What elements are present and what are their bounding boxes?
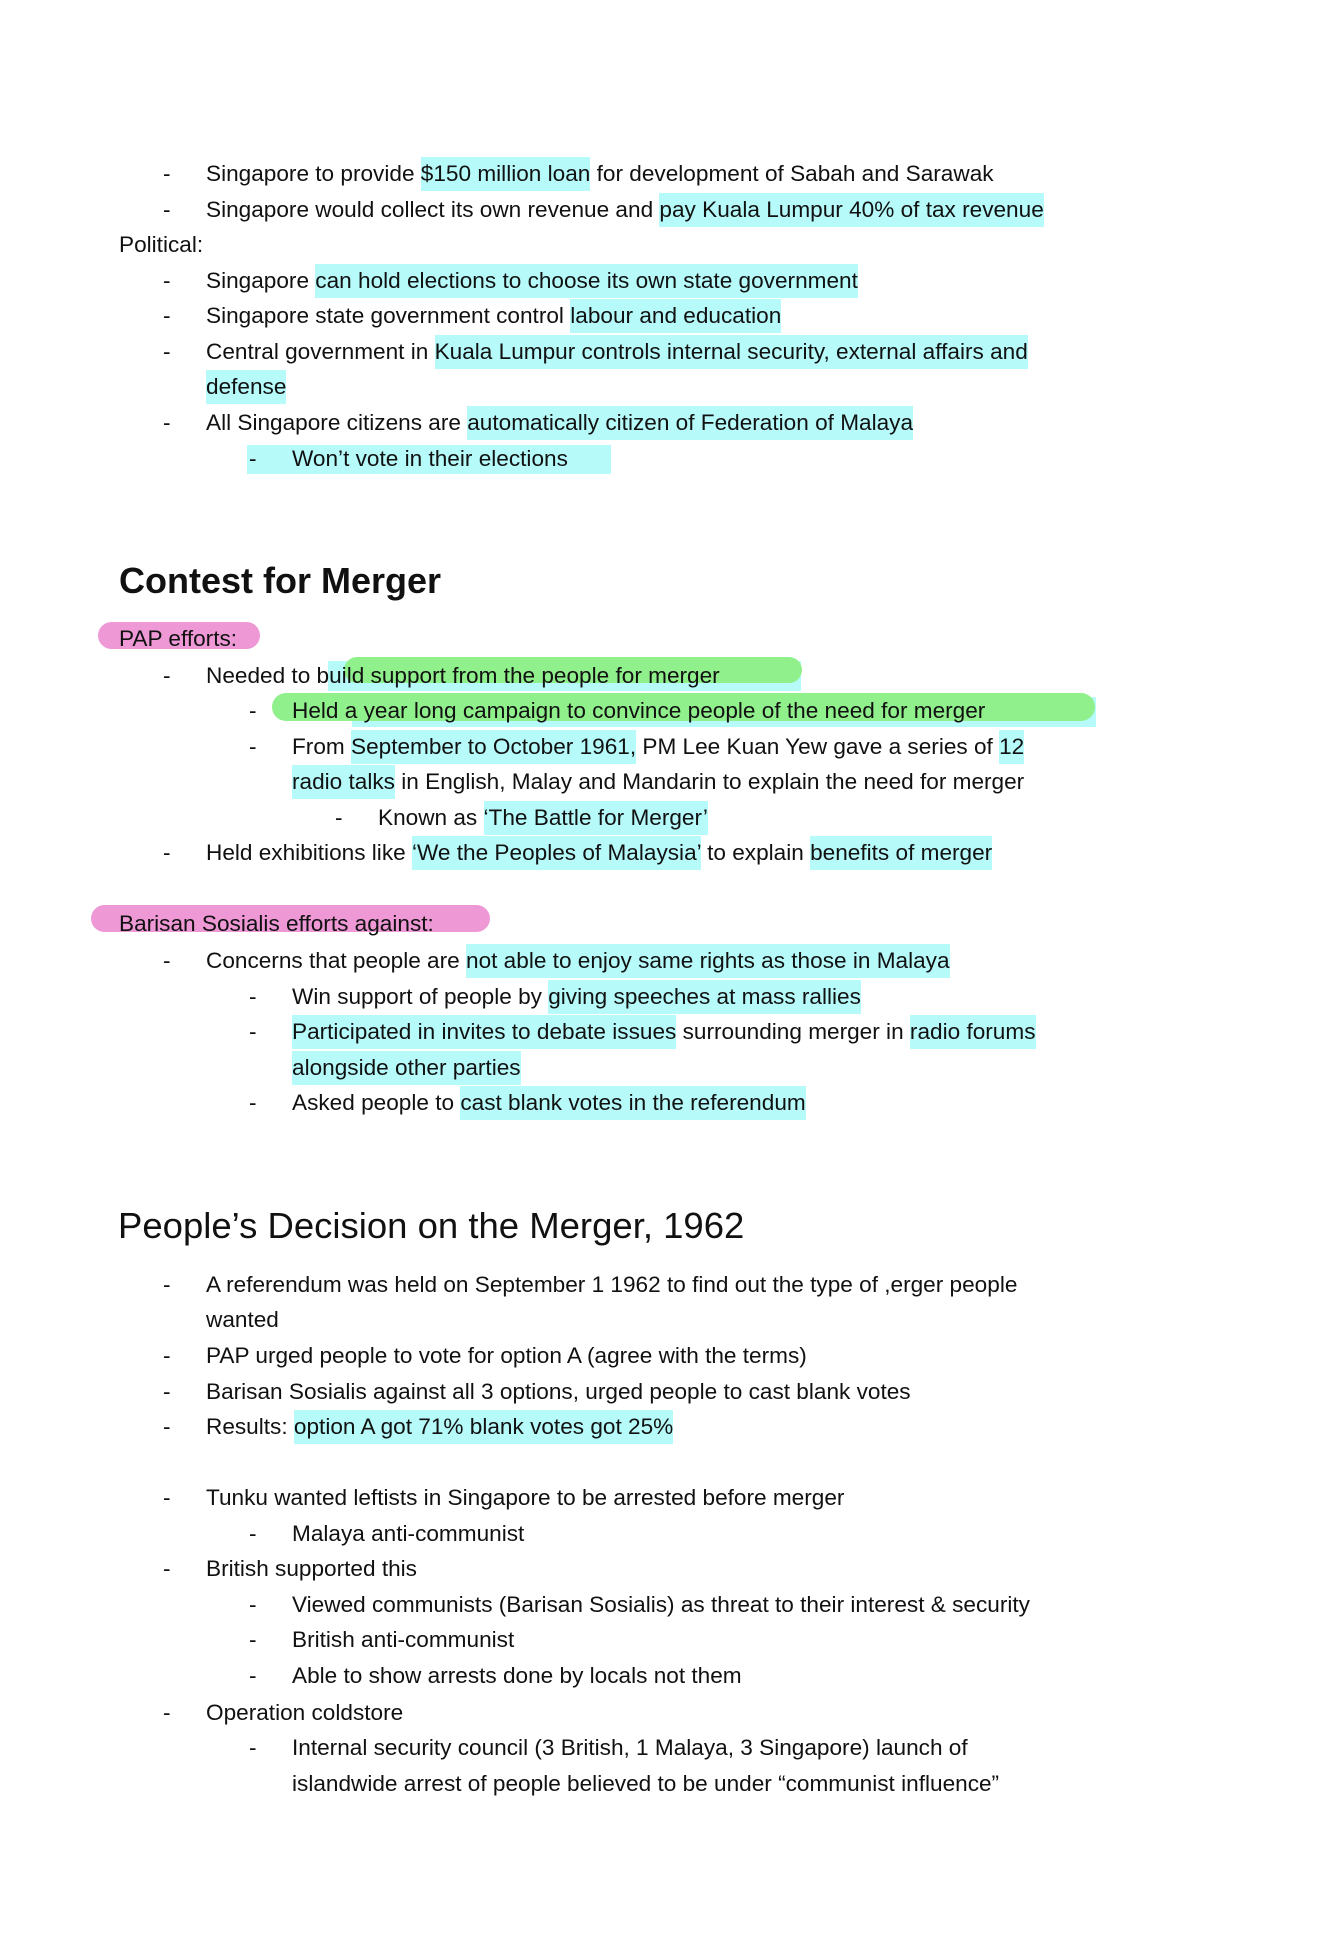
bullet-dash: - [163,339,171,364]
list-item [206,298,781,334]
bullet-dash: - [163,1700,171,1725]
bullet-dash: - [163,197,171,222]
list-item: British supported this [206,1556,417,1581]
sub-list-item: Viewed communists (Barisan Sosialis) as threat to their interest & security [292,1592,1030,1617]
sub-list-item: Internal security council (3 British, 1 Malaya, 3 Singapore) launch of [292,1735,968,1760]
highlight: radio forums [910,1015,1036,1049]
item-text: Singapore state government control [206,303,571,328]
bullet-dash: - [249,1019,257,1044]
highlight: automatically citizen of Federation of Malaya [467,406,913,440]
item-text: Singapore would collect its own revenue and [206,197,660,222]
bullet-dash: - [249,1592,257,1617]
sub-list-item: British anti-communist [292,1627,515,1652]
list-item [206,156,994,192]
list-item: PAP urged people to vote for option A (agree with the terms) [206,1343,807,1368]
bullet-dash: - [163,268,171,293]
bullet-dash: - [163,1343,171,1368]
item-text: to explain [700,840,811,865]
highlight: Kuala Lumpur controls internal security, external affairs and [435,335,1028,369]
item-text: PM Lee Kuan Yew gave a series of [636,734,1000,759]
highlight: pay Kuala Lumpur 40% of tax revenue [659,193,1043,227]
bullet-dash: - [163,1379,171,1404]
sub-list-item-continuation [292,764,1024,800]
list-item: A referendum was held on September 1 1962 to find out the type of ,erger people [206,1272,1018,1297]
list-item-continuation: wanted [206,1307,279,1332]
list-item [206,658,720,694]
item-text: Singapore [206,268,316,293]
bullet-dash: - [163,410,171,435]
sub-list-item: Malaya anti-communist [292,1521,525,1546]
list-item [206,835,992,871]
highlight: ‘The Battle for Merger’ [484,801,708,835]
section-title: People’s Decision on the Merger, 1962 [118,1205,745,1246]
highlight: not able to enjoy same rights as those in Malaya [466,944,950,978]
item-text: From [292,734,351,759]
pap-efforts-label: PAP efforts: [119,626,238,651]
item-text: Known as [378,805,484,830]
sub-list-item [292,1085,806,1121]
bullet-dash: - [163,161,171,186]
highlight: a year long campaign to convince people of the need for merger [344,698,986,723]
list-item [206,334,1028,370]
item-text: Singapore to provide [206,161,421,186]
highlight: defense [206,370,286,404]
bullet-dash: - [249,1090,257,1115]
highlight: build support from the people for merger [316,663,720,688]
item-text: Asked people to [292,1090,461,1115]
highlight: benefits of merger [810,836,992,870]
list-item-continuation [206,369,286,405]
highlight: can hold elections to choose its own state government [315,264,858,298]
bullet-dash: - [163,303,171,328]
item-text: Held exhibitions like [206,840,412,865]
sub-list-item: Won’t vote in their elections [292,446,568,471]
political-label: Political: [119,232,204,257]
highlight: $150 million loan [421,157,591,191]
highlight: radio talks [292,765,395,799]
section-title: Contest for Merger [119,560,442,601]
bullet-dash: - [249,1663,257,1688]
sub-sub-list-item [378,800,708,836]
item-text: Win support of people by [292,984,549,1009]
list-item [206,405,913,441]
highlight: option A got 71% blank votes got 25% [294,1410,673,1444]
item-text: surrounding merger in [676,1019,910,1044]
item-text: for development of Sabah and Sarawak [590,161,994,186]
sub-list-item [292,1014,1036,1050]
bullet-dash: - [249,1521,257,1546]
highlight: cast blank votes in the referendum [460,1086,805,1120]
sub-list-item: Able to show arrests done by locals not them [292,1663,742,1688]
list-item [206,1409,673,1445]
bullet-dash: - [249,446,257,471]
list-item [206,192,1044,228]
highlight: labour and education [570,299,781,333]
bullet-dash: - [163,1485,171,1510]
item-text: Results: [206,1414,294,1439]
item-text: Central government in [206,339,435,364]
bullet-dash: - [249,734,257,759]
bullet-dash: - [163,1272,171,1297]
bullet-dash: - [163,1414,171,1439]
bullet-dash: - [163,840,171,865]
item-text: Needed to [206,663,317,688]
list-item: Barisan Sosialis against all 3 options, urged people to cast blank votes [206,1379,911,1404]
list-item: Operation coldstore [206,1700,404,1725]
item-text: Held [292,698,345,723]
list-item: Tunku wanted leftists in Singapore to be arrested before merger [206,1485,845,1510]
barisan-efforts-label: Barisan Sosialis efforts against: [119,911,434,936]
list-item [206,943,950,979]
highlight: ‘We the Peoples of Malaysia’ [412,836,701,870]
highlight: alongside other parties [292,1051,521,1085]
sub-list-item [292,979,861,1015]
item-text: in English, Malay and Mandarin to explain the need for merger [394,769,1025,794]
sub-list-item [292,693,985,729]
sub-list-item-continuation [292,1050,521,1086]
bullet-dash: - [335,805,343,830]
highlight: Participated in invites to debate issues [292,1015,676,1049]
item-text: All Singapore citizens are [206,410,468,435]
highlight: September to October 1961, [351,730,636,764]
sub-list-item-continuation: islandwide arrest of people believed to be under “communist influence” [292,1771,1000,1796]
bullet-dash: - [163,948,171,973]
sub-list-item [292,729,1024,765]
highlight: 12 [999,730,1024,764]
bullet-dash: - [249,1627,257,1652]
bullet-dash: - [163,1556,171,1581]
list-item [206,263,858,299]
bullet-dash: - [249,984,257,1009]
highlight: giving speeches at mass rallies [548,980,861,1014]
bullet-dash: - [163,663,171,688]
bullet-dash: - [249,1735,257,1760]
item-text: Concerns that people are [206,948,466,973]
bullet-dash: - [249,698,257,723]
